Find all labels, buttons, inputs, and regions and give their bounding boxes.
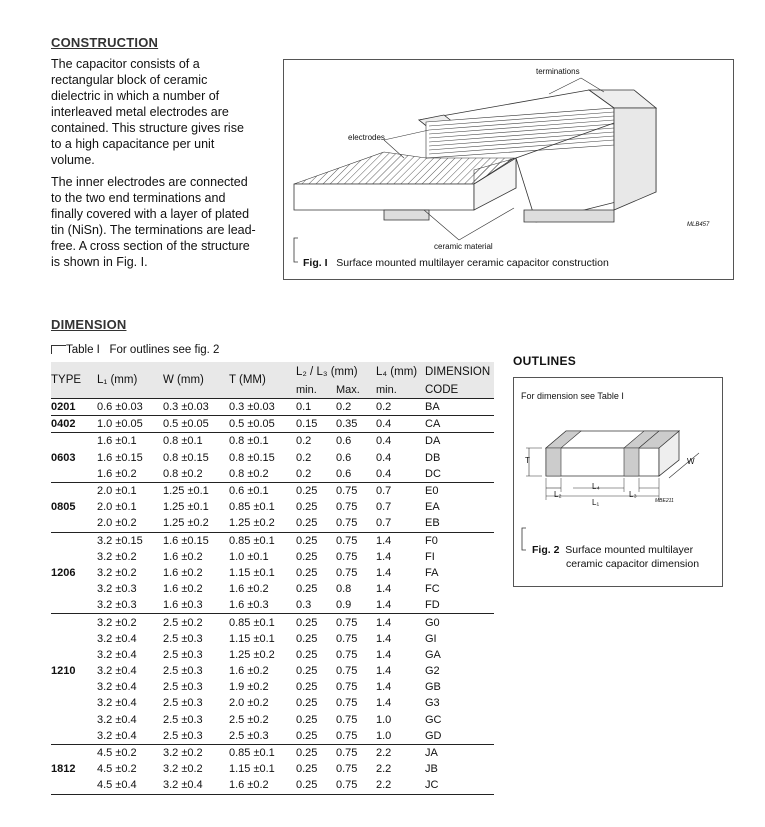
cell-l2max: 0.6	[336, 433, 376, 450]
cell-type	[51, 581, 97, 597]
cell-l4: 0.2	[376, 399, 425, 416]
cell-code: FD	[425, 599, 440, 612]
cell-l4: 1.0	[376, 729, 392, 742]
cell-w: 0.8 ±0.2	[163, 467, 203, 480]
cell-l4: 1.4	[376, 632, 392, 645]
cell-l1: 3.2 ±0.2	[97, 614, 163, 631]
cell-w: 2.5 ±0.3	[163, 713, 203, 726]
cell-l2max: 0.75	[336, 532, 376, 549]
cell-l2min: 0.3	[296, 599, 312, 612]
figure-1-title: Surface mounted multilayer ceramic capacitor construction	[336, 257, 609, 269]
cell-w: 1.6 ±0.2	[163, 583, 203, 596]
cell-code: EA	[425, 501, 440, 514]
cell-l2min: 0.2	[296, 433, 336, 450]
cell-l2max: 0.6	[336, 451, 352, 464]
table-row	[51, 581, 494, 597]
cell-l1: 1.0 ±0.05	[97, 416, 163, 433]
table-row	[51, 647, 494, 663]
cell-t: 1.15 ±0.1	[229, 763, 275, 776]
cell-w: 1.6 ±0.2	[163, 566, 203, 579]
l3-label: L₃	[629, 490, 637, 499]
cell-l2min: 0.25	[296, 665, 318, 678]
cell-type: 1210	[51, 665, 76, 678]
table-row	[51, 614, 494, 631]
cell-l2min: 0.1	[296, 399, 336, 416]
cell-l1: 3.2 ±0.15	[97, 532, 163, 549]
cell-type: 1812	[51, 763, 76, 776]
cell-t: 2.0 ±0.2	[229, 697, 269, 710]
cell-l4: 2.2	[376, 763, 392, 776]
figure-2-box	[513, 377, 723, 587]
terminations-label: terminations	[536, 67, 580, 76]
table-row	[51, 663, 494, 679]
cell-l2max: 0.75	[336, 763, 358, 776]
table-row	[51, 728, 494, 745]
cell-code: F0	[425, 532, 494, 549]
cell-l4: 0.4	[376, 433, 425, 450]
table-row	[51, 466, 494, 483]
header-min: min.	[296, 384, 317, 396]
table-row	[51, 631, 494, 647]
table-row	[51, 597, 494, 614]
construction-heading: CONSTRUCTION	[51, 35, 159, 50]
l1-label: L₁	[592, 498, 600, 507]
figure-2-title-line-2: ceramic capacitor dimension	[566, 558, 700, 570]
table-row	[51, 499, 494, 515]
cell-type	[51, 631, 97, 647]
cell-l2min: 0.25	[296, 501, 318, 514]
cell-l1: 3.2 ±0.3	[97, 599, 137, 612]
cell-w: 2.5 ±0.3	[163, 729, 203, 742]
cell-l4: 0.7	[376, 501, 392, 514]
table-row	[51, 761, 494, 777]
table-row	[51, 712, 494, 728]
cell-code: EB	[425, 517, 440, 530]
cell-t: 0.85 ±0.1	[229, 501, 275, 514]
table-row	[51, 433, 494, 450]
cell-l2max: 0.75	[336, 744, 376, 761]
cell-t: 1.15 ±0.1	[229, 632, 275, 645]
cell-l1: 3.2 ±0.4	[97, 713, 137, 726]
header-type: TYPE	[51, 374, 82, 386]
table-row	[51, 515, 494, 532]
cell-type	[51, 712, 97, 728]
table-row	[51, 777, 494, 794]
cell-l4: 1.4	[376, 648, 392, 661]
cell-l2min: 0.25	[296, 648, 318, 661]
w-label: W	[687, 457, 695, 466]
cell-l2max: 0.75	[336, 697, 358, 710]
cell-type	[51, 532, 97, 549]
cell-type	[51, 728, 97, 745]
cell-code: G3	[425, 697, 440, 710]
cell-l4: 0.7	[376, 482, 425, 499]
header-t: T (MM)	[229, 374, 266, 386]
cell-type: 0201	[51, 399, 97, 416]
cell-l1: 1.6 ±0.15	[97, 451, 143, 464]
cell-l2min: 0.2	[296, 467, 312, 480]
cell-type	[51, 515, 97, 532]
cell-w: 2.5 ±0.2	[163, 614, 229, 631]
cell-l2min: 0.25	[296, 532, 336, 549]
cell-l1: 4.5 ±0.2	[97, 744, 163, 761]
cell-l1: 0.6 ±0.03	[97, 399, 163, 416]
cell-l4: 1.4	[376, 697, 392, 710]
cell-type	[51, 614, 97, 631]
cell-l2max: 0.75	[336, 681, 358, 694]
dimension-heading: DIMENSION	[51, 317, 127, 332]
cell-code: JA	[425, 744, 494, 761]
cell-l4: 1.4	[376, 550, 392, 563]
cell-code: GB	[425, 681, 441, 694]
cell-t: 2.5 ±0.3	[229, 729, 269, 742]
cell-l2min: 0.25	[296, 482, 336, 499]
cell-l4: 0.4	[376, 451, 392, 464]
cell-l2max: 0.75	[336, 648, 358, 661]
cell-l1: 3.2 ±0.4	[97, 648, 137, 661]
cell-l4: 2.2	[376, 744, 425, 761]
cell-t: 1.6 ±0.3	[229, 599, 269, 612]
cell-t: 1.25 ±0.2	[229, 648, 275, 661]
cell-l2min: 0.25	[296, 632, 318, 645]
cell-l4: 1.4	[376, 614, 425, 631]
cell-code: G0	[425, 614, 494, 631]
figure-2-code: MBE211	[655, 498, 674, 504]
cell-l1: 3.2 ±0.4	[97, 632, 137, 645]
cell-w: 3.2 ±0.2	[163, 763, 203, 776]
cell-type: 0402	[51, 416, 97, 433]
cell-w: 1.6 ±0.15	[163, 532, 229, 549]
outlines-heading: OUTLINES	[513, 354, 577, 368]
figure-1-caption	[303, 257, 609, 269]
cell-l2max: 0.75	[336, 632, 358, 645]
cell-code: JC	[425, 777, 494, 794]
header-l2l3: L₂ / L₃ (mm)	[296, 366, 358, 378]
figure-2-number: Fig. 2	[532, 544, 560, 556]
cell-l2max: 0.75	[336, 777, 376, 794]
table-row	[51, 532, 494, 549]
cell-w: 1.25 ±0.1	[163, 482, 229, 499]
cell-w: 2.5 ±0.3	[163, 648, 203, 661]
cell-l2min: 0.25	[296, 550, 318, 563]
cell-t: 0.5 ±0.05	[229, 416, 296, 433]
header-code-1: DIMENSION	[425, 366, 491, 378]
cell-code: DA	[425, 433, 494, 450]
cell-l2max: 0.35	[336, 416, 376, 433]
cell-l1: 2.0 ±0.1	[97, 482, 163, 499]
cell-type	[51, 433, 97, 450]
header-l4: L₄ (mm)	[376, 366, 418, 378]
cell-t: 0.85 ±0.1	[229, 532, 296, 549]
cell-l4: 2.2	[376, 777, 425, 794]
cell-l1: 1.6 ±0.2	[97, 467, 137, 480]
cell-l1: 3.2 ±0.3	[97, 583, 137, 596]
figure-1-code: MLB457	[687, 222, 710, 228]
cell-w: 1.6 ±0.3	[163, 599, 203, 612]
cell-code: GC	[425, 713, 442, 726]
cell-t: 0.6 ±0.1	[229, 482, 296, 499]
construction-paragraph-2: The inner electrodes are connected to the two end terminations and finally covered with a layer of plated tin (NiSn). The terminations are lead-free. A cross section of the structure is shown in Fig. I.	[51, 175, 256, 269]
cell-t: 1.6 ±0.2	[229, 777, 296, 794]
table-note: For outlines see fig. 2	[109, 344, 220, 356]
cell-code: JB	[425, 763, 438, 776]
electrodes-label: electrodes	[348, 133, 385, 142]
cell-l4: 1.4	[376, 599, 392, 612]
cell-code: DC	[425, 467, 441, 480]
cell-t: 0.3 ±0.03	[229, 399, 296, 416]
outlines-note: For dimension see Table I	[521, 391, 624, 401]
cell-l4: 1.4	[376, 583, 392, 596]
cell-l1: 3.2 ±0.4	[97, 697, 137, 710]
cell-l2max: 0.75	[336, 713, 358, 726]
cell-l2min: 0.25	[296, 777, 336, 794]
cell-l4: 0.4	[376, 467, 392, 480]
cell-l2min: 0.2	[296, 451, 312, 464]
cell-t: 0.8 ±0.2	[229, 467, 269, 480]
header-l4-min: min.	[376, 384, 397, 396]
cell-l1: 3.2 ±0.4	[97, 681, 137, 694]
cell-l2max: 0.75	[336, 729, 358, 742]
cell-l1: 3.2 ±0.2	[97, 566, 137, 579]
cell-l4: 1.4	[376, 532, 425, 549]
cell-type	[51, 679, 97, 695]
cell-t: 0.85 ±0.1	[229, 744, 296, 761]
cell-w: 2.5 ±0.3	[163, 697, 203, 710]
cell-l1: 1.6 ±0.1	[97, 433, 163, 450]
cell-l1: 4.5 ±0.4	[97, 777, 163, 794]
table-row	[51, 482, 494, 499]
cell-w: 3.2 ±0.2	[163, 744, 229, 761]
cell-w: 1.25 ±0.2	[163, 517, 209, 530]
cell-l2min: 0.25	[296, 614, 336, 631]
figure-1-number: Fig. I	[303, 257, 328, 269]
cell-t: 1.9 ±0.2	[229, 681, 269, 694]
cell-l4: 1.0	[376, 713, 392, 726]
cell-type: 0805	[51, 501, 76, 514]
table-row	[51, 744, 494, 761]
cell-l1: 4.5 ±0.2	[97, 763, 137, 776]
dimension-table-wrap	[51, 362, 494, 795]
cell-code: FI	[425, 550, 435, 563]
cell-code: GA	[425, 648, 441, 661]
cell-l2max: 0.75	[336, 501, 358, 514]
table-row	[51, 679, 494, 695]
cell-t: 1.25 ±0.2	[229, 517, 275, 530]
cell-l2max: 0.75	[336, 517, 358, 530]
cell-w: 2.5 ±0.3	[163, 681, 203, 694]
cell-type	[51, 647, 97, 663]
cell-l2max: 0.6	[336, 467, 352, 480]
table-row	[51, 549, 494, 565]
figure-1-box	[283, 59, 734, 280]
cell-l1: 3.2 ±0.4	[97, 665, 137, 678]
cell-t: 2.5 ±0.2	[229, 713, 269, 726]
cell-type	[51, 695, 97, 711]
figure-2-title-line-1: Surface mounted multilayer	[565, 544, 694, 556]
header-l1: L₁ (mm)	[97, 374, 138, 386]
cell-l2min: 0.15	[296, 416, 336, 433]
cell-l2min: 0.25	[296, 763, 318, 776]
l4-label: L₄	[592, 482, 600, 491]
cell-l4: 1.4	[376, 566, 392, 579]
cell-l2min: 0.25	[296, 729, 318, 742]
cell-w: 3.2 ±0.4	[163, 777, 229, 794]
dimension-table	[51, 362, 494, 795]
cell-code: BA	[425, 399, 494, 416]
cell-type	[51, 466, 97, 483]
cell-w: 0.8 ±0.1	[163, 433, 229, 450]
cell-type	[51, 597, 97, 614]
cell-l4: 0.7	[376, 517, 392, 530]
cell-w: 1.25 ±0.1	[163, 501, 209, 514]
table-label	[51, 344, 219, 356]
cell-l4: 1.4	[376, 681, 392, 694]
header-code-2: CODE	[425, 384, 459, 396]
cell-t: 1.0 ±0.1	[229, 550, 269, 563]
cell-t: 1.6 ±0.2	[229, 583, 269, 596]
table-row	[51, 450, 494, 466]
cell-l1: 2.0 ±0.1	[97, 501, 137, 514]
cell-l2min: 0.25	[296, 681, 318, 694]
cell-l4: 1.4	[376, 665, 392, 678]
cell-w: 2.5 ±0.3	[163, 632, 203, 645]
cell-l2max: 0.2	[336, 399, 376, 416]
cell-code: GD	[425, 729, 442, 742]
cell-type: 1206	[51, 566, 76, 579]
l2-label: L₂	[554, 490, 562, 499]
cell-l1: 3.2 ±0.2	[97, 550, 137, 563]
table-row	[51, 399, 494, 416]
cell-w: 0.5 ±0.05	[163, 416, 229, 433]
cell-l2max: 0.75	[336, 482, 376, 499]
cell-type	[51, 549, 97, 565]
cell-code: GI	[425, 632, 437, 645]
cell-l2max: 0.8	[336, 583, 352, 596]
table-row	[51, 565, 494, 581]
cell-l1: 2.0 ±0.2	[97, 517, 137, 530]
cell-w: 0.8 ±0.15	[163, 451, 209, 464]
cell-t: 0.8 ±0.1	[229, 433, 296, 450]
cell-l2min: 0.25	[296, 517, 318, 530]
header-max: Max.	[336, 384, 360, 396]
cell-w: 1.6 ±0.2	[163, 550, 203, 563]
figure-2-caption	[532, 543, 699, 571]
cell-w: 2.5 ±0.3	[163, 665, 203, 678]
cell-type	[51, 744, 97, 761]
cell-l2min: 0.25	[296, 566, 318, 579]
table-row	[51, 695, 494, 711]
cell-type	[51, 777, 97, 794]
cell-t: 0.8 ±0.15	[229, 451, 275, 464]
cell-type: 0603	[51, 451, 76, 464]
cell-l1: 3.2 ±0.4	[97, 729, 137, 742]
cell-l2min: 0.25	[296, 697, 318, 710]
cell-l2max: 0.75	[336, 614, 376, 631]
cell-code: CA	[425, 416, 494, 433]
construction-paragraph-1: The capacitor consists of a rectangular block of ceramic dielectric in which a number of interleaved metal electrodes are contained. This structure gives rise to a high capacitance per unit volume.	[51, 57, 244, 167]
cell-code: FA	[425, 566, 439, 579]
table-row	[51, 416, 494, 433]
cell-t: 1.6 ±0.2	[229, 665, 269, 678]
cell-l2min: 0.25	[296, 713, 318, 726]
cell-code: FC	[425, 583, 440, 596]
capacitor-construction-diagram	[284, 60, 733, 279]
cell-l2max: 0.75	[336, 566, 358, 579]
cell-code: G2	[425, 665, 440, 678]
cell-t: 1.15 ±0.1	[229, 566, 275, 579]
cell-code: DB	[425, 451, 441, 464]
cell-l2max: 0.9	[336, 599, 352, 612]
cell-code: E0	[425, 482, 494, 499]
cell-w: 0.3 ±0.03	[163, 399, 229, 416]
cell-l2min: 0.25	[296, 744, 336, 761]
header-w: W (mm)	[163, 374, 204, 386]
cell-l4: 0.4	[376, 416, 425, 433]
cell-t: 0.85 ±0.1	[229, 614, 296, 631]
cell-type	[51, 482, 97, 499]
cell-l2min: 0.25	[296, 583, 318, 596]
ceramic-material-label: ceramic material	[434, 242, 493, 251]
construction-text	[51, 56, 256, 276]
table-bracket	[51, 345, 66, 354]
dimension-table-body	[51, 399, 494, 795]
t-label: T	[525, 456, 530, 465]
table-number: Table I	[66, 344, 100, 356]
cell-l2max: 0.75	[336, 550, 358, 563]
cell-l2max: 0.75	[336, 665, 358, 678]
